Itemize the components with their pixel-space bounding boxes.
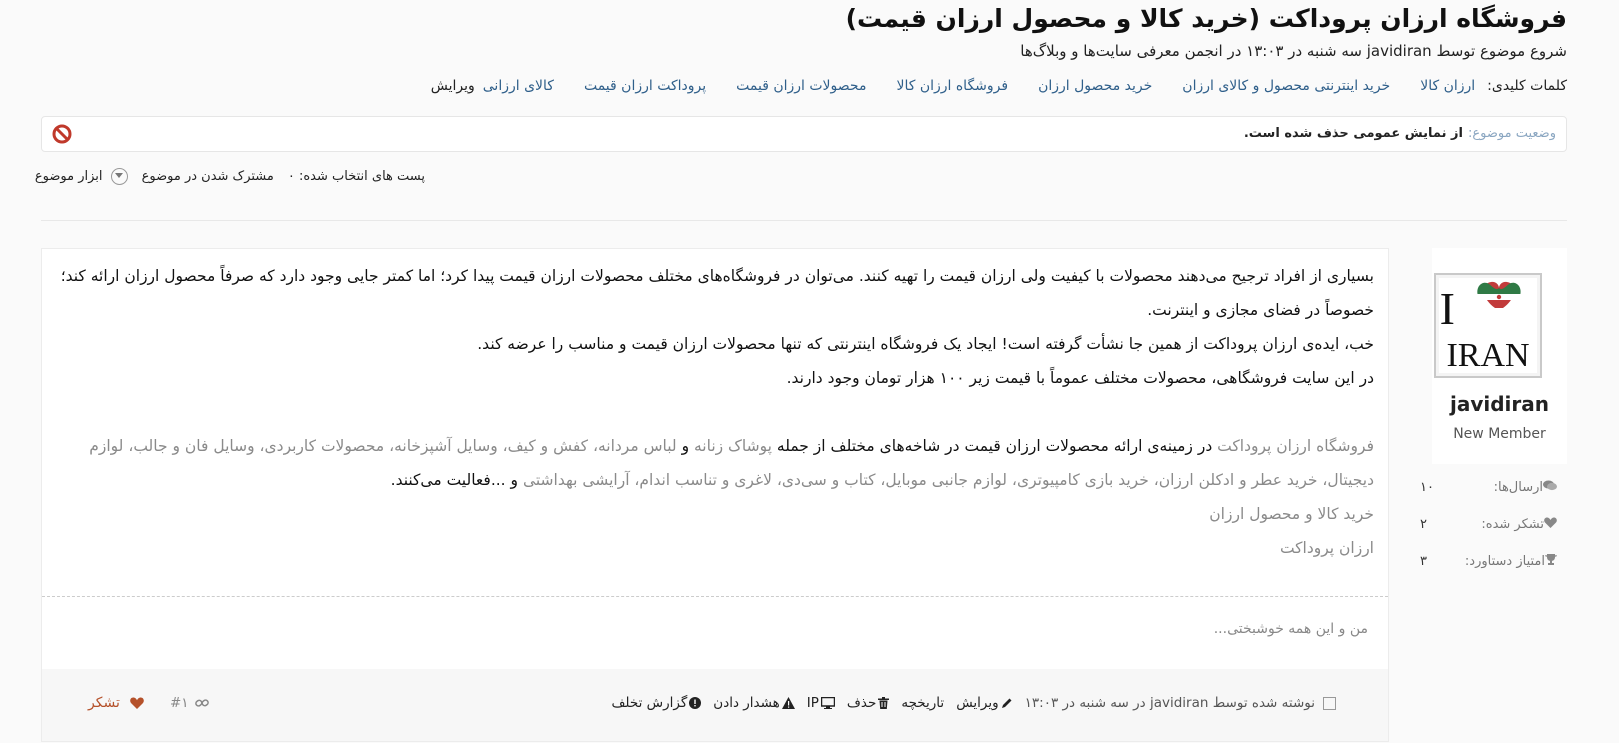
warn-button[interactable] [713, 695, 795, 711]
post-paragraph: در این سایت فروشگاهی، محصولات مختلف عموماً با قیمت زیر ۱۰۰ هزار تومان وجود دارند. [786, 369, 1374, 387]
post-text: و [676, 437, 694, 455]
report-label: گزارش تخلف [611, 695, 688, 711]
comments-icon [1543, 480, 1557, 491]
keywords-label: کلمات کلیدی: [1487, 78, 1567, 94]
stat-label: امتیاز دستاورد: [1464, 554, 1545, 569]
product-link[interactable]: خرید کالا و محصول ارزان [1209, 505, 1374, 523]
site-link[interactable]: ارزان پروداکت [1279, 539, 1374, 557]
ip-button[interactable] [807, 695, 835, 711]
post-text: در زمینه‌ی ارائه محصولات ارزان قیمت در شاخه‌های مختلف از جمله [771, 437, 1218, 455]
post-meta: نوشته شده توسط javidiran در سه شنبه در ۱۳:۰۳ [1024, 695, 1315, 711]
status-value: از نمایش عمومی حذف شده است. [1243, 126, 1463, 141]
chevron-down-icon [111, 168, 128, 185]
edit-label: ویرایش [956, 695, 999, 711]
status-label: وضعیت موضوع: [1468, 126, 1556, 141]
divider [41, 220, 1567, 221]
signature: من و این همه خوشبختی... [1213, 621, 1368, 637]
thread-tools-label: ابزار موضوع [34, 169, 103, 184]
post-body [56, 259, 1374, 565]
avatar-word: IRAN [1446, 337, 1530, 374]
tag-link[interactable]: کالای ارزانی [482, 78, 554, 94]
history-label: تاریخچه [901, 695, 945, 711]
pencil-icon [1001, 697, 1013, 709]
tag-link[interactable]: محصولات ارزان قیمت [736, 78, 867, 94]
user-info-box [1432, 248, 1567, 464]
subscribe-link[interactable]: مشترک شدن در موضوع [141, 169, 274, 184]
stat-messages [1412, 480, 1567, 500]
avatar-letter: I [1439, 283, 1455, 334]
tag-link[interactable]: فروشگاه ارزان کالا [896, 78, 1009, 94]
stat-value: ۲ [1420, 517, 1427, 532]
thanks-label: تشکر [88, 695, 120, 711]
thread-subtitle: شروع موضوع توسط javidiran سه شنبه در ۱۳:۰۳ در انجمن معرفی سایت‌ها و وبلاگ‌ها [1020, 42, 1567, 60]
post-text: و ...فعالیت می‌کنند. [390, 471, 523, 489]
alert-circle-icon [689, 697, 701, 709]
username-link[interactable]: javidiran [1449, 392, 1549, 416]
blank-line [56, 395, 1374, 429]
signature-divider [42, 596, 1388, 597]
report-button[interactable] [611, 695, 701, 711]
trash-icon [878, 697, 889, 709]
post-number: #۱ [170, 695, 189, 711]
thread-status-bar [41, 116, 1567, 152]
ban-icon [52, 124, 72, 144]
thread-toolbar [35, 168, 425, 185]
warn-label: هشدار دادن [713, 695, 780, 711]
keywords-bar [431, 78, 1567, 94]
stat-label: ارسال‌ها: [1493, 480, 1543, 495]
thanks-button[interactable] [88, 695, 144, 711]
link-icon [195, 697, 209, 709]
tag-link[interactable]: خرید اینترنتی محصول و کالای ارزان [1182, 78, 1391, 94]
category-links[interactable]: لباس مردانه، کفش و کیف، وسایل آشپزخانه، محصولات کاربردی، وسایل فان و جالب، لوازم دیجیتال، خرید عطر و ادکلن ارزان، خرید بازی کامپیوتری، لوازم جانبی موبایل، کتاب و سی‌دی، لاغری و تناسب اندام، آرایشی بهداشتی [89, 437, 1374, 489]
tag-link[interactable]: ارزان کالا [1420, 78, 1476, 94]
stat-likes [1412, 517, 1567, 537]
post-container [41, 248, 1389, 742]
thread-tools-menu[interactable] [35, 168, 128, 185]
delete-post-button[interactable] [847, 695, 889, 711]
trophy-icon [1545, 554, 1557, 565]
select-post-checkbox[interactable] [1323, 697, 1336, 710]
stat-label: تشکر شده: [1481, 517, 1544, 532]
post-footer [42, 669, 1388, 741]
stat-value: ۱۰ [1420, 480, 1434, 495]
selected-posts-link[interactable]: پست های انتخاب شده: ۰ [287, 169, 425, 184]
monitor-icon [821, 697, 835, 709]
edit-tags-link[interactable]: ویرایش [430, 78, 475, 94]
tag-link[interactable]: خرید محصول ارزان [1038, 78, 1153, 94]
user-rank: New Member [1453, 426, 1546, 442]
post-actions [611, 695, 1336, 711]
category-link[interactable]: پوشاک زنانه [693, 437, 772, 455]
post-permalink[interactable] [170, 695, 209, 711]
tag-link[interactable]: پروداکت ارزان قیمت [583, 78, 707, 94]
post-paragraph: خب، ایده‌ی ارزان پروداکت از همین جا نشأت گرفته است! ایجاد یک فروشگاه اینترنتی که تنها محصولات ارزان قیمت و مناسب را عرضه کند. [477, 335, 1374, 353]
post-paragraph-links [56, 429, 1374, 497]
stat-value: ۳ [1420, 554, 1427, 569]
stat-trophy [1412, 554, 1567, 574]
ip-label: IP [806, 695, 819, 711]
delete-label: حذف [846, 695, 877, 711]
page-title: فروشگاه ارزان پروداکت (خرید کالا و محصول ارزان قیمت) [845, 4, 1567, 33]
edit-post-button[interactable] [956, 695, 1012, 711]
history-button[interactable] [901, 695, 944, 711]
post-paragraph: بسیاری از افراد ترجیح می‌دهند محصولات با کیفیت ولی ارزان قیمت را تهیه کنند. می‌توان در فروشگاه‌های مختلف محصولات ارزان قیمت پیدا کرد؛ اما کمتر جایی وجود دارد که صرفاً محصول ارزان ارائه کند؛ خصوصاً در فضای مجازی و اینترنت. [60, 267, 1374, 319]
store-link[interactable]: فروشگاه ارزان پروداکت [1217, 437, 1374, 455]
avatar[interactable] [1433, 272, 1543, 379]
heart-icon [1544, 517, 1557, 528]
warning-icon [782, 697, 795, 709]
heart-icon [130, 697, 144, 709]
